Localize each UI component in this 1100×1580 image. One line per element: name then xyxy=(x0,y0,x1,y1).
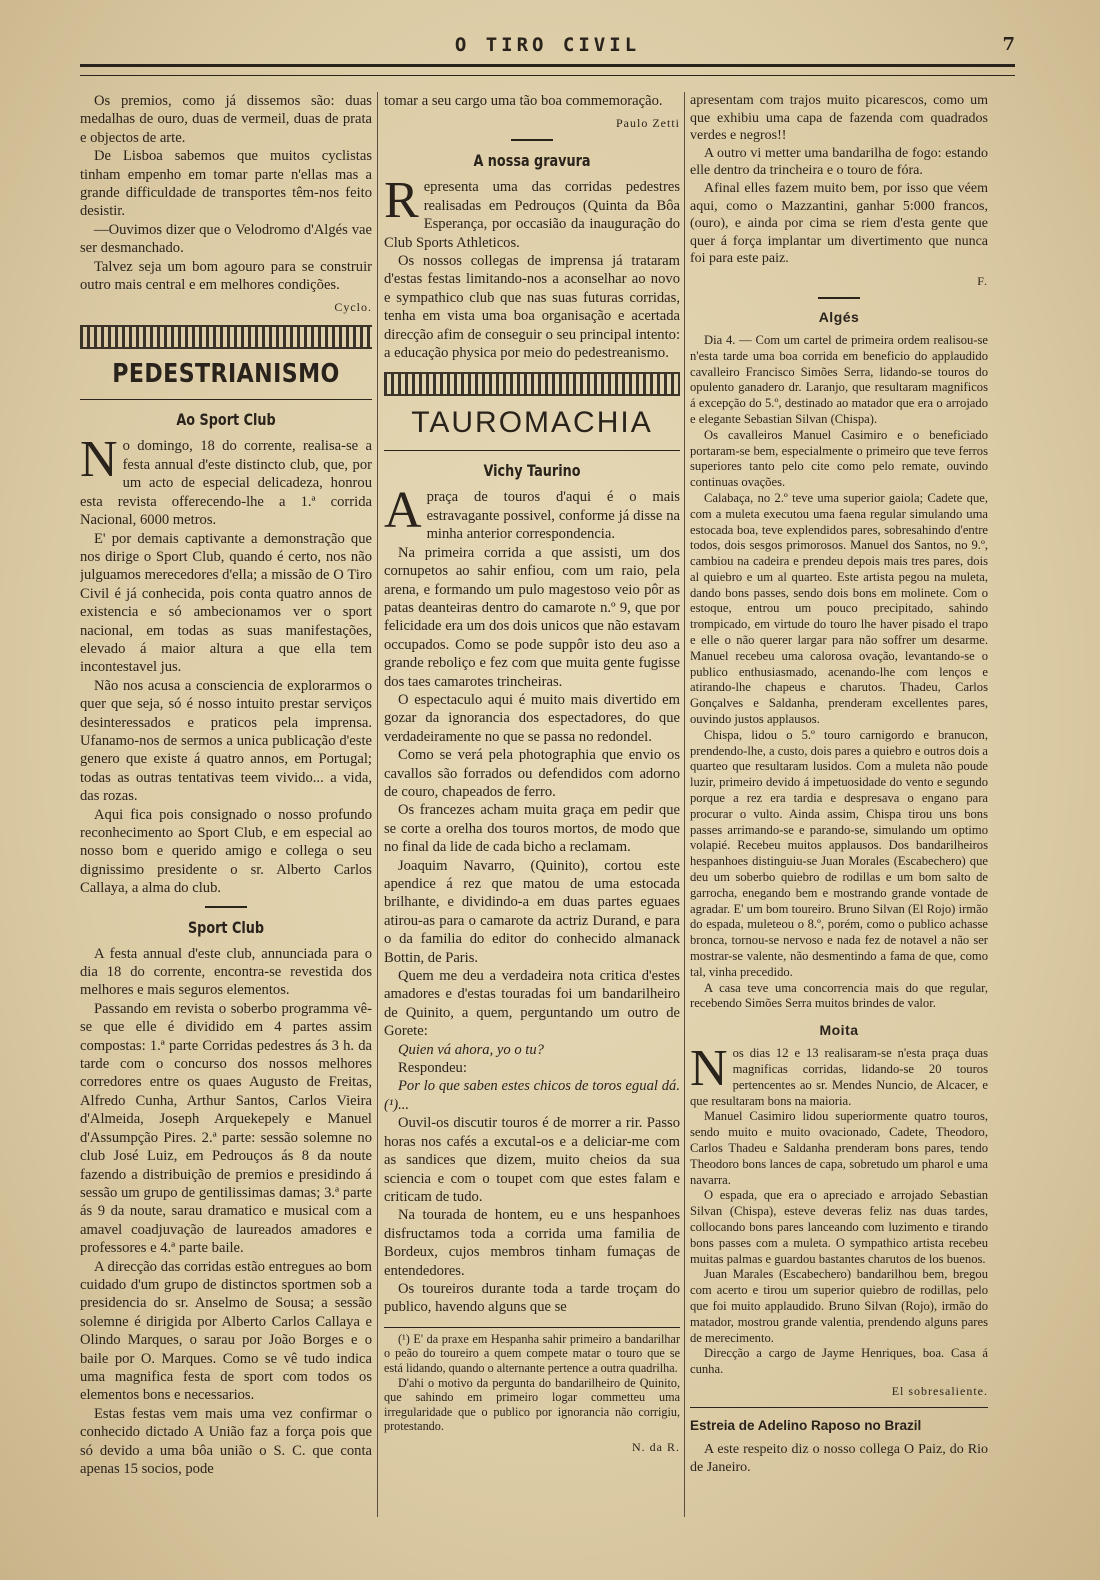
paragraph: apresentam com trajos muito picarescos, como um que exhibiu uma capa de fazenda com quadrados verdes e negros!! xyxy=(690,93,988,144)
footnote xyxy=(384,1327,680,1455)
paragraph: Estas festas vem mais uma vez confirmar o conhecido dictado A União faz a força pois que só devido a uma bôa união o S. C. que conta apenas 15 socios, pode xyxy=(80,1405,372,1477)
paragraph: O espada, que era o apreciado e arrojado Sebastian Silvan (Chispa), esteve deveras feliz nas duas tardes, collocando bons pares lanceando com luzimento e tirando bons passes com a muleta. O sympathico artista recebeu muitas palmas e guardou bastantes charutos de los buenos. xyxy=(690,1188,988,1266)
ornamental-divider xyxy=(384,372,680,396)
paragraph: Na primeira corrida a que assisti, um dos cornupetos ao sahir enfiou, com um raio, pela arena, e formando um pulo magestoso veio pôr as patas deanteiras dentro do camarote n.º 9, que por felicidade era um dos dois unicos que não estavam occupados. Como se pode suppôr isto deu aso a grande reboliço e fez com que muita gente fugisse dos taes camarotes trincheiras. xyxy=(384,544,680,690)
paragraph: Juan Marales (Escabechero) bandarilhou bem, bregou com acerto e tirou um superior quiebro de rodillas, pelo que foi muito applaudido. Bruno Silvan (Rojo), irmão do matador, mostrou grande valentia, prendendo alguns pares de merecimento. xyxy=(690,1267,988,1345)
quote-line xyxy=(384,1077,680,1114)
signature: Cyclo. xyxy=(334,300,372,315)
paragraph-text: os dias 12 e 13 realisaram-se n'esta praça duas magnificas corridas, lidando-se 20 touros pertencentes ao sr. Mendes Nuncio, de Alcacer, e que resultaram bons na maioria. xyxy=(690,1046,988,1108)
divider xyxy=(690,1407,988,1408)
column-2 xyxy=(384,92,680,1520)
paragraph: Chispa, lidou o 5.º touro carnigordo e branucon, prendendo-lhe, a custo, dois pares a quiebro e outros dois a quarteo que resultaram lusidos. Com a muleta não poude luzir, primeiro devido á impetuosidade do vento e segundo porque a rez era tardia e despresava o engano para procurar o vulto. Ainda assim, Chispa tirou uns bons passes arrimando-se e parando-se, simulando um optimo volapié. Recebeu muitos applausos. Dos bandarilheiros hespanhoes distinguiu-se Juan Morales (Escabechero) que deu um soberbo quiebro de rodillas e um bom salto de garrocha, enegando bem e mostrando grande vontade de agradar. E' um bom toureiro. Bruno Silvan (El Rojo) irmão do espada, muleteou o 8.º, porém, como o publico achasse bronca, tornou-se nervoso e nada fez de notavel a não ser mostrar-se valente, não desmentindo a fama de que, como tal, vinha precedido. xyxy=(690,727,988,979)
paragraph xyxy=(690,1040,988,1109)
footnote-paragraph: D'ahi o motivo da pergunta do bandarilheiro de Quinito, que sahindo em primeiro logar commetteu uma irregularidade que o publico por ignorancia não corrigiu, protestando. xyxy=(384,1375,680,1434)
short-rule xyxy=(818,297,860,299)
paragraph: Os premios, como já dissemos são: duas medalhas de ouro, duas de vermeil, duas de prata e objectos de arte. xyxy=(80,93,372,146)
paragraph: A direcção das corridas estão entregues ao bom cuidado d'um grupo de distinctos sportmen sob a presidencia do sr. Anselmo de Sousa; a sessão solemne é dirigida por Alberto Carlos Callaya e Olindo Marques, o sarau por João Borges e o baile por O. Marques. Como se vê tudo indica uma magnifica festa de sport com todos os elementos bons e necessarios. xyxy=(80,1258,372,1404)
signature: F. xyxy=(977,273,988,288)
paragraph: Afinal elles fazem muito bem, por isso que véem aqui, como o Mazzantini, ganhar 5:000 francos, (ouro), e ainda por cima se riem d'esta gente que quer á força implantar um divertimento que nunca foi para este paiz. xyxy=(690,180,988,267)
paragraph-text: o domingo, 18 do corrente, realisa-se a festa annual d'este distincto club, que, por um acto de especial delicadeza, honrou esta revista offerecendo-lhe a 1.ª corrida Nacional, 6000 metros. xyxy=(80,438,372,529)
article-subtitle: Moita xyxy=(819,1022,859,1039)
quote-text: Quien vá ahora, yo o tu? xyxy=(398,1041,544,1058)
header-rule xyxy=(80,64,1015,76)
drop-cap: N xyxy=(690,1040,728,1098)
paragraph: A outro vi metter uma bandarilha de fogo: estando elle dentro da trincheira e o touro de fóra. xyxy=(690,145,988,179)
paragraph: Quem me deu a verdadeira nota critica d'estes amadores e d'estas touradas foi um bandarilheiro de Quinito, a quem, perguntando um outro de Gorete: xyxy=(384,968,680,1040)
estreia-body xyxy=(690,1441,988,1476)
article-subtitle: A nossa gravura xyxy=(473,151,591,171)
paragraph xyxy=(384,172,680,252)
footnote-paragraph: (¹) E' da praxe em Hespanha sahir primeiro a bandarilhar o peão do toureiro a quem compete matar o touro que se está lidando, quando o alternante pertence a outra quadrilha. xyxy=(384,1331,680,1375)
article-subtitle: Estreia de Adelino Raposo no Brazil xyxy=(690,1417,922,1433)
paragraph: Os nossos collegas de imprensa já trataram d'estas festas limitando-nos a aconselhar ao novo e sympathico club que nas suas futuras corridas, tenha em vista uma boa organisação e acertada direcção afim de conseguir o seu principal intento: a educação physica por meio do pedestreanismo. xyxy=(384,253,680,362)
paragraph: Os francezes acham muita graça em pedir que se corte a orelha dos touros mortos, de modo que no final da lide de cada bicho a reclamam. xyxy=(384,802,680,856)
article-subtitle: Sport Club xyxy=(187,917,265,937)
page-number: 7 xyxy=(1002,34,1015,55)
article-subtitle: Algés xyxy=(818,308,860,325)
paragraph: Direcção a cargo de Jayme Henriques, boa. Casa á cunha. xyxy=(690,1346,988,1377)
paragraph: Respondeu: xyxy=(398,1060,467,1077)
divider xyxy=(80,399,372,400)
divider xyxy=(384,450,680,451)
paragraph: Talvez seja um bom agouro para se construir outro mais central e em melhores condições. xyxy=(80,258,372,294)
short-rule xyxy=(511,139,553,141)
drop-cap: N xyxy=(80,431,118,489)
paragraph: Ouvil-os discutir touros é de morrer a rir. Passo horas nos cafés a excutal-os e a deliciar-me com as sandices que dizem, muito cheios da sua sciencia e com o toupet com que estes falam e criticam de tudo. xyxy=(384,1115,680,1205)
signature: Paulo Zetti xyxy=(616,116,680,131)
signature: El sobresaliente. xyxy=(891,1383,988,1398)
paragraph: A este respeito diz o nosso collega O Paiz, do Rio de Janeiro. xyxy=(690,1441,988,1475)
article-subtitle: Ao Sport Club xyxy=(176,410,276,430)
ornamental-divider xyxy=(80,325,372,349)
section-title: TAUROMACHIA xyxy=(411,406,653,440)
paragraph: Na tourada de hontem, eu e uns hespanhoes disfructamos toda a corrida uma familia de Bordeux, cujos membros tinham fumaças de entendedores. xyxy=(384,1207,680,1279)
quote-text: Por lo que saben estes chicos de toros egual dá. (¹)... xyxy=(384,1078,680,1113)
paragraph: Como se verá pela photographia que envio os cavallos são forrados ou defendidos com adorno de couro, chapeados de ferro. xyxy=(384,747,680,800)
paragraph: A casa teve uma concorrencia mais do que regular, recebendo Simões Serra muitos brindes de valor. xyxy=(690,980,988,1011)
column-3 xyxy=(690,92,988,1520)
column-divider xyxy=(377,92,378,1517)
paragraph: Os cavalleiros Manuel Casimiro e o beneficiado portaram-se bem, especialmente o primeiro que teve ferros superiores tanto pelo cite como pelo remate, ouvindo continuas ovações. xyxy=(690,427,988,490)
paragraph: tomar a seu cargo uma tão boa commemoração. xyxy=(384,93,663,109)
newspaper-title: O TIRO CIVIL xyxy=(454,34,641,56)
paragraph: Dia 4. — Com um cartel de primeira ordem realisou-se n'esta tarde uma boa corrida em beneficio do applaudido cavalleiro Francisco Simões Serra, lidando-se touros do opulento ganadero dr. Laranjo, que resultaram magnificos á excepção do 5.º, destinado ao matador que era o arrojado e elegante Sebastian Silvan (Chispa). xyxy=(690,332,988,426)
paragraph: Passando em revista o soberbo programma vê-se que elle é dividido em 4 partes assim compostas: 1.ª parte Corridas pedestres ás 3 h. da tarde com o concurso dos nossos melhores corredores entre os quaes Augusto de Freitas, Alfredo Cunha, Arthur Santos, Carlos Vieira d'Almeida, Joseph Arquekepely e Manuel d'Assumpção Pires. 2.ª parte: sessão solemne no club José Luiz, em Pedrouços ás 8 da noute fazendo a distribuição de premios e presidindo á sessão um grupo de gentilissimas damas; 3.ª parte ás 9 da noute, sarau dramatico e musical com a amavel coadjuvação de laureados amadores e professores e 4.ª parte baile. xyxy=(80,1000,372,1257)
paragraph-text: praça de touros d'aqui é o mais estravagante possivel, conforme já disse na minha anterior correspondencia. xyxy=(426,489,680,543)
quote-line xyxy=(384,1041,680,1059)
paragraph: Calabaça, no 2.º teve uma superior gaiola; Cadete que, com a muleta executou uma faena regular simulando uma estocada boa, teve explendidos pares, sobresahindo d'entre todos, dois sesgos primorosos. Manuel dos Santos, no 9.º, cambiou na cadeira e prendeu depois mais tres pares, dois al quiebro e um al quarteo. Este artista pegou na muleta, dando bons passes, sendo dois bons em molinete. Com o estoque, entrou um pouco precipitado, sahindo trompicado, em virtude do touro lhe haver pisado el trapo e elle o não querer largar para não soffrer um desarme. Manuel recebeu uma calorosa ovação, levantando-se o publico enthusiasmado, acenando-lhe com lenços e atirando-lhe chapeus e charutos. Thadeu, Carlos Gonçalves e Saldanha, prenderam excellentes pares, ouvindo justos applausos. xyxy=(690,490,988,727)
drop-cap: A xyxy=(384,482,422,540)
paragraph: Joaquim Navarro, (Quinito), cortou este apendice á rez que matou de uma estocada brilhante, e dividindo-a em duas partes eguaes atirou-as para o camarote da actriz Durand, e para o da familia do editor do conhecido almanack Bottin, de Paris. xyxy=(384,857,680,966)
article-subtitle: Vichy Taurino xyxy=(483,461,581,481)
paragraph: Aqui fica pois consignado o nosso profundo reconhecimento ao Sport Club, e em especial ao nosso bom e querido amigo e collega o seu dignissimo presidente o sr. Alberto Carlos Callaya, a alma do club. xyxy=(80,806,372,897)
short-rule xyxy=(205,906,247,908)
paragraph-text: epresenta uma das corridas pedestres realisadas em Pedrouços (Quinta da Bôa Esperança, por occasião da inauguração do Club Sports Athleticos. xyxy=(384,179,680,251)
paragraph xyxy=(80,431,372,529)
paragraph: De Lisboa sabemos que muitos cyclistas tinham empenho em tomar parte n'ellas mas a grande difficuldade de transportes têm-nos feito desistir. xyxy=(80,148,372,220)
paragraph: Os toureiros durante toda a tarde troçam do publico, havendo alguns que se xyxy=(384,1280,680,1316)
paragraph: E' por demais captivante a demonstração que nos dirige o Sport Club, quando é certo, nos não julguamos merecedores d'ella; a missão de O Tiro Civil é já conhecida, pois conta quatro annos de existencia e só ambecionamos ver o sport nacional, em todas as suas manifestações, elevado á maior altura a que ella tem incontestavel jus. xyxy=(80,530,372,676)
page-header xyxy=(80,34,1015,58)
column-1 xyxy=(80,92,372,1520)
paragraph: O espectaculo aqui é muito mais divertido em gozar da ignorancia dos espectadores, do que verdadeiramente no que se passa no redondel. xyxy=(384,691,680,745)
paragraph: Manuel Casimiro lidou superiormente quatro touros, sendo muito e muito ovacionado, Cadete, Theodoro, Carlos Thadeu e Saldanha prenderam bons pares, tendo Theodoro bons lances de capa, sobretudo um pharol e uma navarra. xyxy=(690,1109,988,1187)
paragraph: A festa annual d'este club, annunciada para o dia 18 do corrente, encontra-se revestida dos melhores e mais seguros elementos. xyxy=(80,945,372,999)
paragraph: Não nos acusa a consciencia de explorarmos o quer que seja, só é nosso intuito prestar serviços desinteressados e praticos pela imprensa. Ufanamo-nos de sermos a unica publicação d'este genero que existe á quatro annos, em Portugal; todas as outras tentativas teem vivido... a vida, das rozas. xyxy=(80,677,372,805)
signature: N. da R. xyxy=(632,1439,680,1454)
drop-cap: R xyxy=(384,172,419,230)
column-divider xyxy=(684,92,685,1517)
continuation xyxy=(690,92,988,289)
section-title: PEDESTRIANISMO xyxy=(112,359,340,390)
paragraph xyxy=(384,482,680,543)
paragraph: —Ouvimos dizer que o Velodromo d'Algés vae ser desmanchado. xyxy=(80,221,372,257)
